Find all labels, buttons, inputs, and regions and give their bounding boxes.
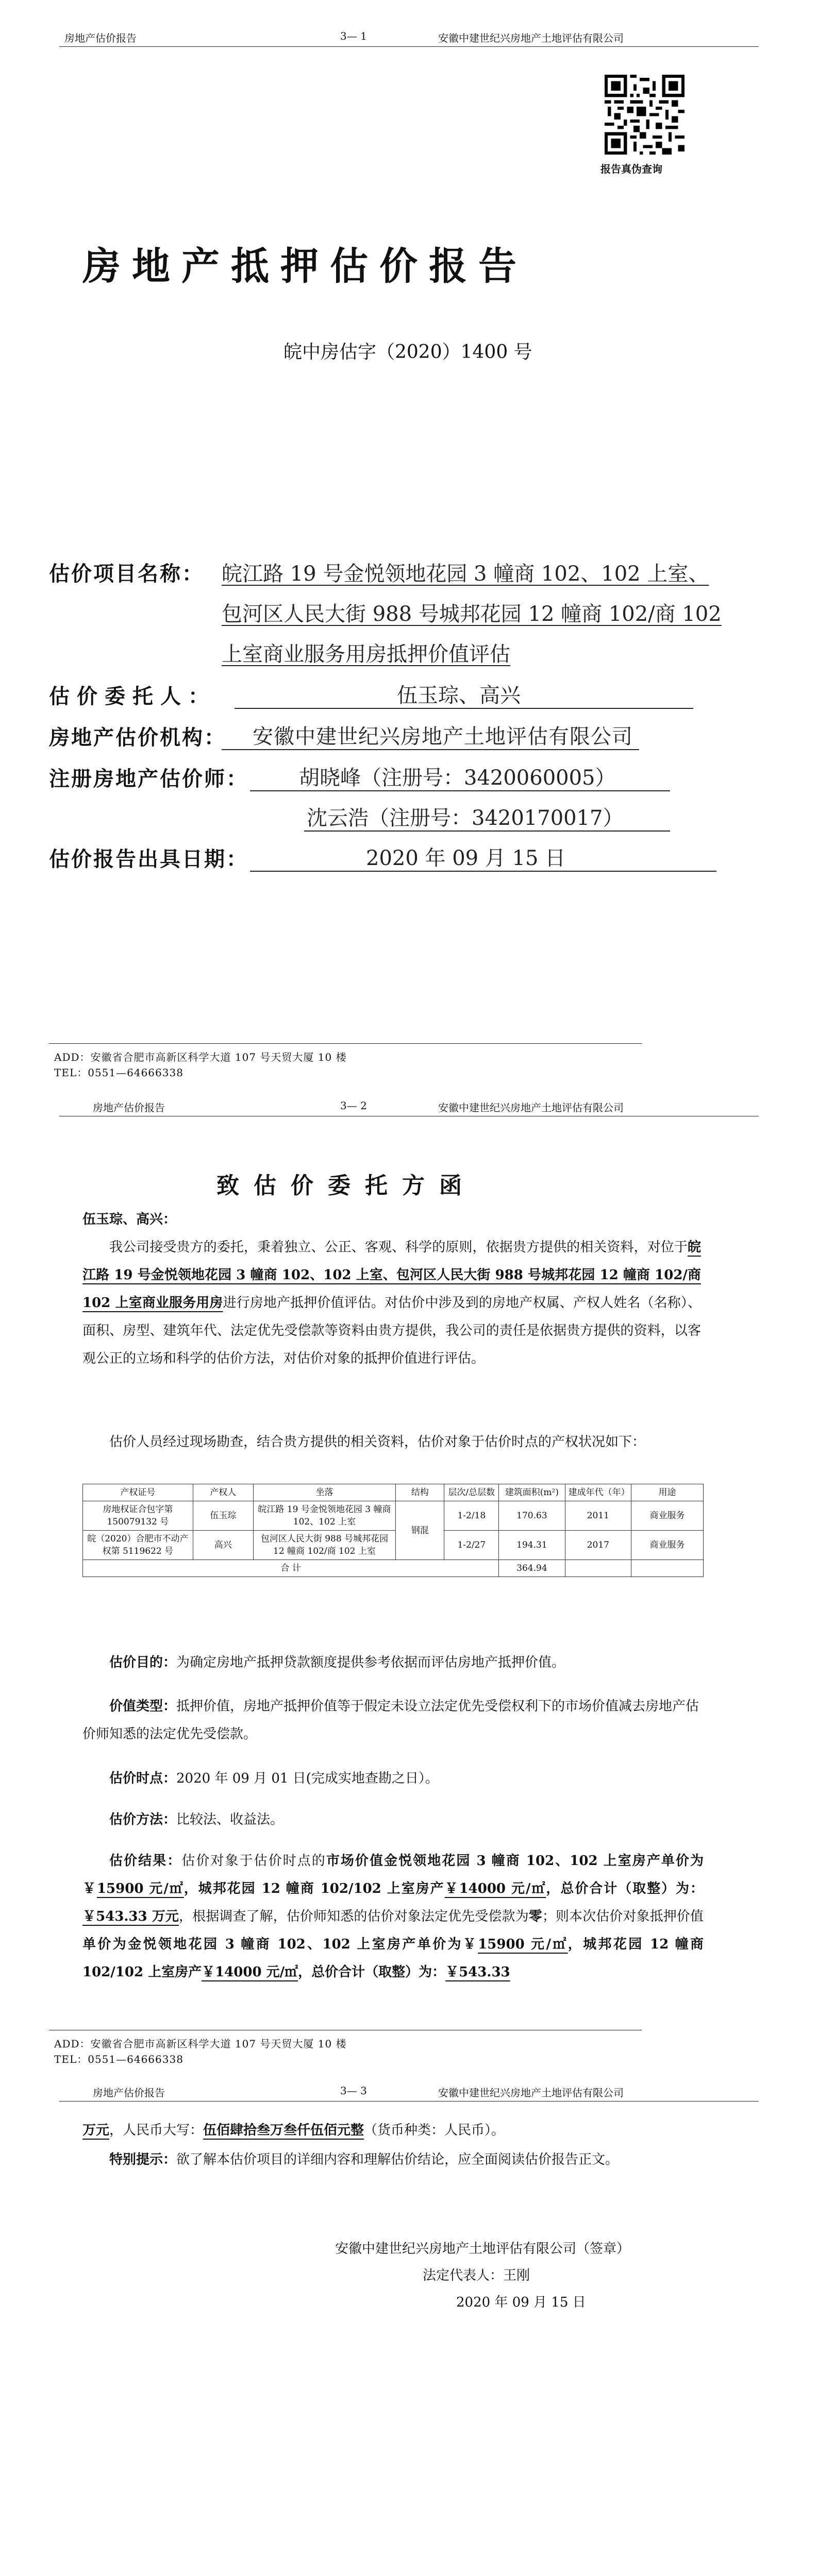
cell-location: 皖江路 19 号金悦领地花园 3 幢商 102、102 上室 [253, 1501, 395, 1531]
header-left: 房地产估价报告 [64, 32, 137, 44]
letter-title: 致估价委托方函 [216, 1173, 476, 1199]
header-rule [59, 2101, 759, 2102]
special-note-label: 特别提示： [109, 2152, 177, 2167]
total-area: 364.94 [499, 1560, 565, 1577]
report-number: 皖中房估字（2020）1400 号 [283, 342, 532, 363]
cell-use: 商业服务 [631, 1501, 704, 1531]
cell-year: 2011 [565, 1501, 631, 1531]
intro-text-c: 进行房地产抵押价值评估。对估价中涉及到的房地产权属、产权人姓名（名称）、面积、房型、建筑年代、法定优先受偿款等资料由贵方提供，我公司的责任是依据贵方提供的资料，以客观公正的立场和科学的估价方法，对估价对象的抵押价值进行评估。 [82, 1295, 701, 1366]
header-left: 房地产估价报告 [93, 2087, 165, 2099]
appraiser-label: 注册房地产估价师： [49, 767, 248, 791]
cell-area: 170.63 [499, 1501, 565, 1531]
result-continued: 万元，人民币大写：伍佰肆拾叁万叁仟伍佰元整（货币种类：人民币）。 [82, 2123, 505, 2138]
value-type-text: 抵押价值，房地产抵押价值等于假定未设立法定优先受偿权利下的市场价值减去房地产估价师知悉的法定优先受偿款。 [82, 1699, 699, 1742]
header-left: 房地产估价报告 [93, 1101, 165, 1114]
time-text: 2020 年 09 月 01 日(完成实地查勘之日）。 [176, 1771, 439, 1786]
header-rule [59, 46, 759, 47]
mortgage-unit-price-1: 15900 元/㎡ [478, 1937, 568, 1952]
table-total-row [83, 1560, 704, 1577]
project-name-line-2: 包河区人民大街 988 号城邦花园 12 幢商 102/商 102 [222, 602, 722, 626]
agency-label: 房地产估价机构： [49, 725, 226, 750]
col-owner: 产权人 [193, 1484, 253, 1501]
project-name-line-1: 皖江路 19 号金悦领地花园 3 幢商 102、102 上室、 [222, 562, 709, 586]
col-use: 用途 [631, 1484, 704, 1501]
salutation: 伍玉琮、高兴： [82, 1212, 177, 1227]
purpose-text: 为确定房地产抵押贷款额度提供参考依据而评估房地产抵押价值。 [176, 1655, 565, 1670]
cell-cert: 房地权证合包字第150079132 号 [83, 1501, 193, 1531]
table-row [83, 1531, 704, 1560]
cell-location: 包河区人民大街 988 号城邦花园 12 幢商 102/商 102 上室 [253, 1531, 395, 1560]
col-floor: 层次/总层数 [444, 1484, 499, 1501]
footer-address: ADD：安徽省合肥市高新区科学大道 107 号天贸大厦 10 楼 [54, 1051, 347, 1063]
special-note-text: 欲了解本估价项目的详细内容和理解估价结论，应全面阅读估价报告正文。 [176, 2152, 619, 2167]
footer-address: ADD：安徽省合肥市高新区科学大道 107 号天贸大厦 10 楼 [54, 2038, 347, 2050]
appraiser-1: 胡晓峰（注册号：3420060005） [299, 766, 616, 790]
footer-tel: TEL：0551—64666338 [54, 1066, 183, 1079]
intro-paragraph [82, 1233, 701, 1372]
cell-use: 商业服务 [631, 1531, 704, 1560]
property-table [82, 1484, 704, 1577]
result-paragraph: 估价结果：估价对象于估价时点的市场价值金悦领地花园 3 幢商 102、102 上室房产单价为￥15900 元/㎡，城邦花园 12 幢商 102/102 上室房产￥14000 元/㎡，总价合计（取整）为：￥543.33 万元，根据调查了解，估价师知悉的估价对象法定优先受偿款为零；则本次估价对象抵押价值单价为金悦领地花园 3 幢商 102、102 上室房产单价为￥15900 元/㎡，城邦花园 12 幢商 102/102 上室房产￥14000 元/㎡，总价合计（取整）为：￥543.33 [82, 1853, 704, 1980]
intro-text-a: 我公司接受贵方的委托，秉着独立、公正、客观、科学的原则，依据贵方提供的相关资料，对位于 [109, 1240, 688, 1255]
cell-year: 2017 [565, 1531, 631, 1560]
client-value: 伍玉琮、高兴 [397, 684, 521, 707]
project-name-label: 估价项目名称： [49, 562, 204, 586]
issue-date-value: 2020 年 09 月 15 日 [366, 846, 566, 870]
col-cert: 产权证号 [83, 1484, 193, 1501]
intro-property-address: 皖江路 19 号金悦领地花园 3 幢商 102、102 上室、包河区人民大街 988 号城邦花园 12 幢商 102/商 102 上室商业服务用房 [82, 1240, 701, 1311]
total-value-unit: 万元 [82, 2123, 110, 2138]
table-header-row [83, 1484, 704, 1501]
total-value-uppercase: 伍佰肆拾叁万叁仟伍佰元整 [203, 2123, 364, 2138]
cell-owner: 伍玉琮 [193, 1501, 253, 1531]
cell-floor: 1-2/27 [444, 1531, 499, 1560]
special-note-paragraph [82, 2146, 701, 2174]
value-type-label: 价值类型： [109, 1699, 177, 1714]
header-company: 安徽中建世纪兴房地产土地评估有限公司 [438, 2087, 624, 2099]
purpose-label: 估价目的： [109, 1655, 177, 1670]
header-page-number: 3— 1 [340, 30, 367, 42]
header-page-number: 3— 2 [340, 1099, 367, 1112]
header-company: 安徽中建世纪兴房地产土地评估有限公司 [438, 1101, 624, 1114]
cell-area: 194.31 [499, 1531, 565, 1560]
total-value: ￥543.33 万元 [82, 1909, 179, 1924]
total-label: 合 计 [83, 1560, 499, 1577]
mortgage-total-value: ￥543.33 [445, 1964, 510, 1980]
signature-representative: 法定代表人：王刚 [423, 2268, 530, 2283]
header-company: 安徽中建世纪兴房地产土地评估有限公司 [438, 32, 624, 44]
issue-date-label: 估价报告出具日期： [49, 847, 248, 871]
col-area: 建筑面积(m²) [499, 1484, 565, 1501]
time-paragraph [82, 1765, 701, 1792]
col-year: 建成年代（年） [565, 1484, 631, 1501]
qr-caption: 报告真伪查询 [600, 163, 662, 175]
footer-tel: TEL：0551—64666338 [54, 2053, 183, 2065]
appraiser-2: 沈云浩（注册号：3420170017） [307, 806, 624, 830]
survey-paragraph: 估价人员经过现场勘查，结合贵方提供的相关资料，估价对象于估价时点的产权状况如下： [109, 1434, 646, 1450]
method-paragraph [82, 1806, 701, 1834]
cell-structure: 钢混 [396, 1501, 444, 1560]
result-label: 估价结果： [109, 1853, 182, 1869]
cell-cert: 皖（2020）合肥市不动产权第 5119622 号 [83, 1531, 193, 1560]
project-name-line-3: 上室商业服务用房抵押价值评估 [222, 642, 510, 666]
method-label: 估价方法： [109, 1812, 177, 1827]
method-text: 比较法、收益法。 [176, 1812, 284, 1827]
cell-floor: 1-2/18 [444, 1501, 499, 1531]
table-row [83, 1501, 704, 1531]
report-title: 房地产抵押估价报告 [82, 244, 528, 289]
qr-code[interactable] [605, 75, 685, 155]
header-page-number: 3— 3 [340, 2084, 367, 2097]
col-location: 坐落 [253, 1484, 395, 1501]
time-label: 估价时点： [109, 1771, 177, 1786]
agency-value: 安徽中建世纪兴房地产土地评估有限公司 [253, 725, 633, 749]
unit-price-2: ￥14000 元/㎡ [444, 1881, 546, 1896]
purpose-paragraph [82, 1649, 701, 1676]
client-label: 估价委托人： [49, 684, 216, 708]
signature-date: 2020 年 09 月 15 日 [456, 2295, 586, 2310]
footer-rule [49, 1043, 642, 1044]
mortgage-unit-price-2: ￥14000 元/㎡ [202, 1964, 298, 1980]
unit-price-1: 15900 元/㎡ [96, 1881, 184, 1896]
cell-owner: 高兴 [193, 1531, 253, 1560]
signature-company: 安徽中建世纪兴房地产土地评估有限公司（签章） [335, 2241, 630, 2257]
col-structure: 结构 [396, 1484, 444, 1501]
value-type-paragraph [82, 1692, 701, 1748]
